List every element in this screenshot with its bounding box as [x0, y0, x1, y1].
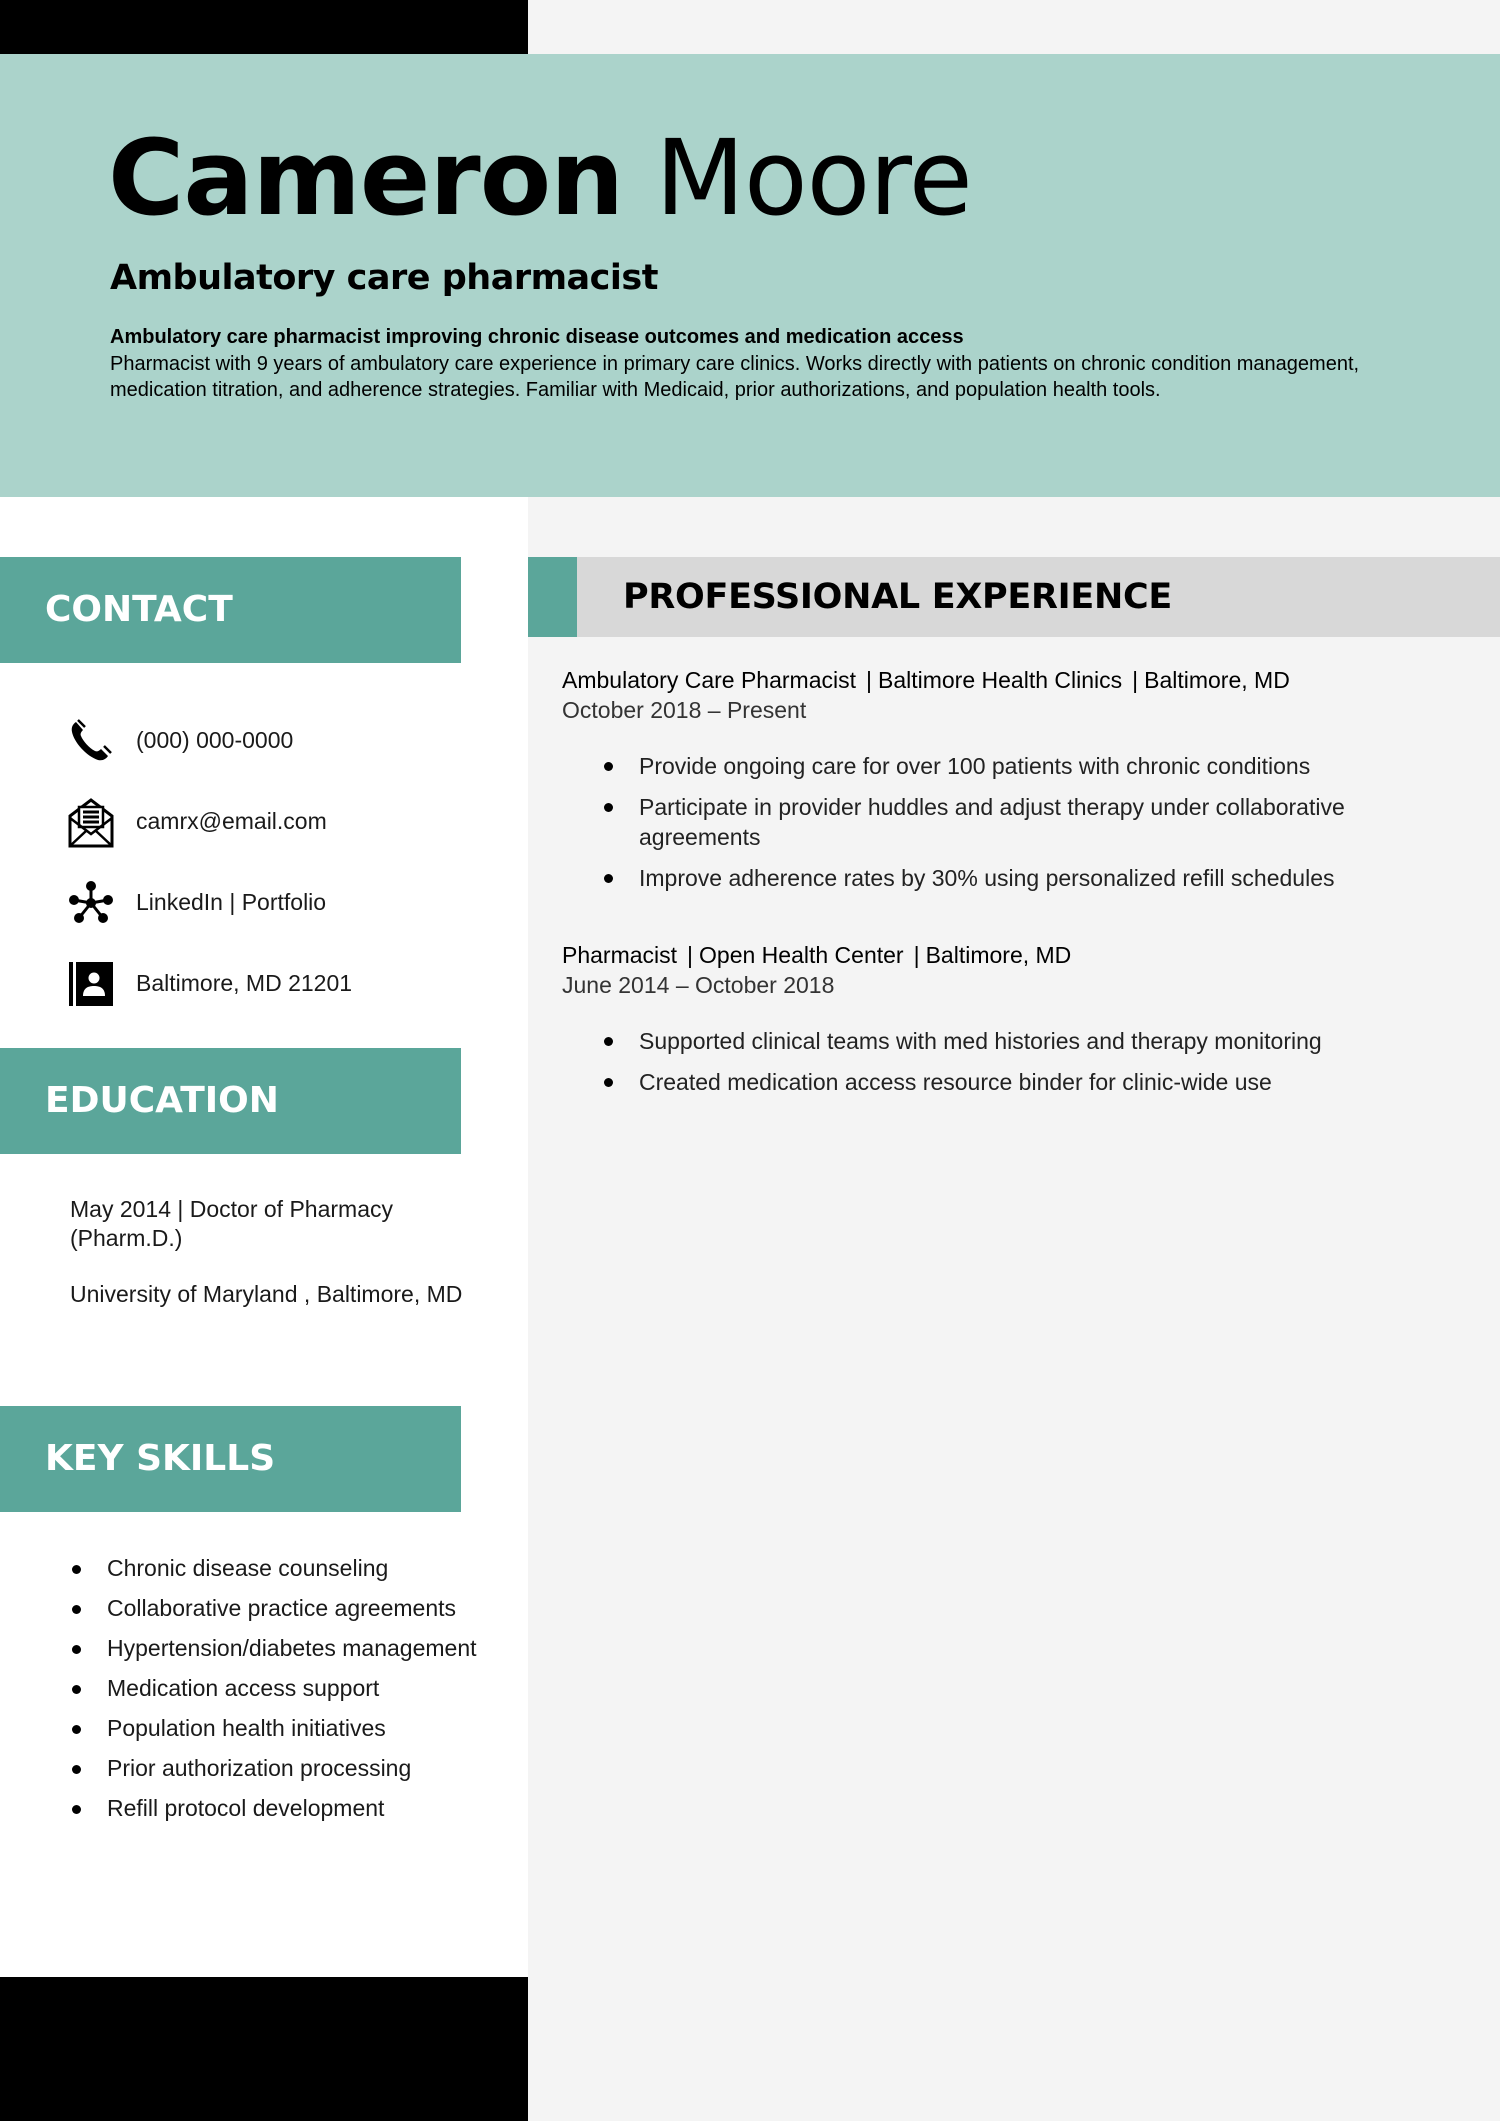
job-location: Baltimore, MD	[1144, 667, 1290, 693]
job-role: Pharmacist	[562, 942, 678, 968]
skill-item: Medication access support	[70, 1674, 490, 1703]
email-text: camrx@email.com	[136, 808, 327, 834]
first-name: Cameron	[108, 117, 624, 239]
separator: |	[687, 942, 694, 968]
contact-links	[68, 862, 508, 943]
experience-heading: PROFESSIONAL EXPERIENCE	[623, 577, 1172, 617]
job-role: Ambulatory Care Pharmacist	[562, 667, 856, 693]
job-entry	[562, 665, 1462, 904]
job-entry	[562, 940, 1462, 1108]
separator: |	[913, 942, 920, 968]
job-dates: June 2014 – October 2018	[562, 972, 835, 998]
candidate-name	[108, 117, 972, 239]
address-text: Baltimore, MD 21201	[136, 970, 353, 996]
contact-heading: CONTACT	[0, 557, 461, 663]
phone-icon	[68, 718, 114, 764]
education-heading: EDUCATION	[0, 1048, 461, 1154]
skill-item: Hypertension/diabetes management	[70, 1634, 490, 1663]
last-name: Moore	[655, 117, 972, 239]
skills-list	[70, 1554, 490, 1834]
top-black-block	[0, 0, 528, 54]
education-entry	[70, 1195, 470, 1337]
skill-item: Chronic disease counseling	[70, 1554, 490, 1583]
degree-line: May 2014 | Doctor of Pharmacy (Pharm.D.)	[70, 1196, 393, 1251]
job-dates: October 2018 – Present	[562, 697, 807, 723]
heading-accent	[528, 557, 577, 637]
job-location: Baltimore, MD	[925, 942, 1072, 968]
job-bullets	[602, 1026, 1462, 1097]
address-book-icon	[68, 961, 114, 1007]
job-bullet: Created medication access resource binder for clinic-wide use	[602, 1067, 1462, 1097]
contact-email	[68, 781, 508, 862]
skill-item: Collaborative practice agreements	[70, 1594, 490, 1623]
skill-item: Refill protocol development	[70, 1794, 490, 1823]
network-icon	[68, 880, 114, 926]
links-text[interactable]: LinkedIn | Portfolio	[136, 889, 327, 915]
envelope-icon	[68, 799, 114, 845]
job-bullets	[602, 751, 1462, 893]
job-bullet: Supported clinical teams with med histories and therapy monitoring	[602, 1026, 1462, 1056]
job-bullet: Improve adherence rates by 30% using personalized refill schedules	[602, 863, 1462, 893]
summary	[110, 324, 1400, 404]
skill-item: Population health initiatives	[70, 1714, 490, 1743]
separator: |	[1132, 667, 1139, 693]
separator: |	[866, 667, 872, 693]
school-line: University of Maryland , Baltimore, MD	[70, 1281, 463, 1307]
job-role-line	[562, 665, 1462, 695]
summary-body: Pharmacist with 9 years of ambulatory care experience in primary care clinics. Works directly with patients on chronic condition management, medication titration, and adherence strategies. Familiar with Medicaid, prior authorizations, and population health tools.	[110, 352, 1360, 401]
job-role-line	[562, 940, 1462, 970]
job-title: Ambulatory care pharmacist	[110, 258, 658, 298]
summary-headline: Ambulatory care pharmacist improving chronic disease outcomes and medication access	[110, 326, 964, 348]
job-bullet: Provide ongoing care for over 100 patients with chronic conditions	[602, 751, 1462, 781]
skills-heading: KEY SKILLS	[0, 1406, 461, 1512]
job-company: Baltimore Health Clinics	[877, 667, 1123, 693]
phone-text: (000) 000-0000	[136, 727, 294, 753]
bottom-black-block	[0, 1977, 528, 2121]
contact-list	[68, 700, 508, 1024]
resume-header	[0, 54, 1500, 497]
contact-phone	[68, 700, 508, 781]
contact-address	[68, 943, 508, 1024]
job-bullet: Participate in provider huddles and adjust therapy under collaborative agreements	[602, 792, 1462, 852]
experience-heading-bar	[528, 557, 1500, 637]
skill-item: Prior authorization processing	[70, 1754, 490, 1783]
job-company: Open Health Center	[699, 942, 904, 968]
